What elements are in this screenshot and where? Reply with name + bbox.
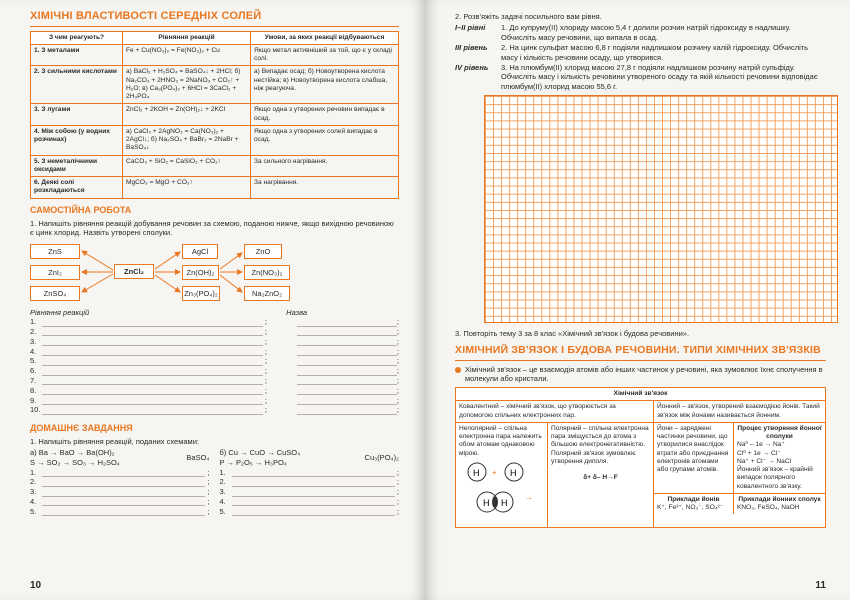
nonpolar-def: Неполярний – спільна електронна пара належить обом атомам однаковою мірою. (459, 424, 542, 457)
box-zno: ZnO (244, 244, 282, 259)
svg-text:H: H (483, 497, 490, 508)
zinc-scheme (30, 242, 399, 302)
scheme-a2: S → SO₂ → SO₃ → H₂SO₄ (30, 457, 120, 467)
polar-def: Полярний – спільна електронна пара змiщується до атома з більшою електронегативністю. Полярний зв'язок зумовлює утворення диполя. (551, 424, 649, 465)
box-znpo4: Zn₃(PO₄)₂ (182, 286, 220, 301)
table-header: Рівняння реакцій (123, 31, 251, 44)
box-na2zno2: Na₂ZnO₂ (244, 286, 290, 301)
self-work-heading: САМОСТІЙНА РОБОТА (30, 204, 132, 215)
answer-line[interactable]: 5. ; (30, 506, 210, 516)
svg-text:H: H (501, 497, 508, 508)
svg-text:H: H (510, 467, 517, 478)
dipole-formula: δ+ δ– H→F (583, 474, 618, 482)
name-label: Назва (286, 307, 307, 317)
box-zns: ZnS (30, 244, 80, 259)
homework-schemes (30, 448, 399, 467)
bond-diagram (455, 387, 826, 528)
answer-line[interactable]: 3. ; (219, 487, 399, 497)
examples-compounds: KNO₃, FeSO₄, NaOH (737, 504, 800, 512)
box-agcl: AgCl (182, 244, 218, 259)
table-row: 4. Між собою (у водних розчинах) а) CaCl₂ + 2AgNO₃ = Ca(NO₃)₂ + 2AgCl↓; б) Na₂SO₄ + BaBr₂ = 2NaBr + BaSO₄↓ Якщо одна з утворених солей випадає в осад. (31, 125, 399, 155)
process-step: Cl⁰ + 1e → Cl⁻ (737, 449, 781, 457)
bond-title: Хімічний зв'язок (456, 388, 825, 401)
section-title: ХІМІЧНИЙ ЗВ'ЯЗОК І БУДОВА РЕЧОВИНИ. ТИПИ ХІМІЧНИХ ЗВ'ЯЗКІВ (455, 344, 826, 360)
level-4: IV рівень 3. На плюмбум(II) хлорид масою 27,8 г подіяли надлишком розчину натрій сульфіду. Обчисліть масу і кількість речовини утвореного осаду та якій кількості речовини відповідає плюмбум(II) хлорид масою 55,6 г. (455, 62, 818, 91)
table-row: 5. З неметалічними оксидами CaCO₃ + SiO₂ = CaSiO₃ + CO₂↑ За сильного нагрівання. (31, 155, 399, 176)
box-znoh2: Zn(OH)₂ (182, 265, 219, 280)
svg-text:→: → (525, 492, 533, 502)
box-zni2: ZnI₂ (30, 265, 80, 280)
task-2: 2. Розв'яжіть задачі посильного вам рівня. (455, 12, 602, 21)
self-work-task: 1. Напишіть рівняння реакцій добування речовин за схемою, поданою нижче, якщо вихідною речовиною є цинк хлорид. Назвіть утворені сполуки. (30, 218, 394, 238)
answer-line[interactable]: 4. ; ; (30, 346, 399, 356)
task-3: 3. Повторіть тему 3 за 8 клас «Хімічний зв'язок і будова речовини». (455, 329, 690, 338)
process-title: Процес утворення йонної сполуки (737, 424, 822, 441)
examples-ions-title: Приклади йонів (667, 495, 720, 503)
scheme-b2: P → P₂O₅ → H₃PO₄ (219, 457, 287, 467)
homework-lines (30, 467, 399, 516)
table-header: Умови, за яких реакції відбуваються (251, 31, 399, 44)
level-3: III рівень 2. На цинк сульфат масою 6,8 г подіяли надлишком розчину калій гідроксиду. Обчисліть масу і кількість речовини осаду, що утворився. (455, 43, 809, 62)
answer-line[interactable]: 1. ; ; (30, 317, 399, 327)
answer-line[interactable]: 9. ; ; (30, 395, 399, 405)
definition (455, 365, 826, 384)
answer-lines (30, 317, 399, 415)
answer-line[interactable]: 6. ; ; (30, 366, 399, 376)
answer-line[interactable]: 3. ; ; (30, 336, 399, 346)
table-row: 6. Деякі солі розкладаються MgCO₃ = MgO + CO₂↑ За нагрівання. (31, 177, 399, 198)
page-number: 11 (815, 579, 826, 591)
page-title: ХІМІЧНІ ВЛАСТИВОСТІ СЕРЕДНІХ СОЛЕЙ (30, 10, 399, 27)
table-row: 2. З сильними кислотами а) BaCl₂ + H₂SO₄ = BaSO₄↓ + 2HCl; б) Na₂CO₃ + 2HNO₃ = 2NaNO₃ + CO₂↑ + H₂O; в) Ca₃(PO₄)₂ + 6HCl = 3CaCl₂ + 2H₃PO₄ а) Випадає осад; б) Новоутворена кислота нестійка; в) Новоутворена кислота слабша, ніж реагуюча. (31, 66, 399, 104)
answer-line[interactable]: 5. ; ; (30, 356, 399, 366)
nonpolar-atoms-figure (459, 458, 545, 522)
process-step: Na⁰ – 1e → Na⁺ (737, 441, 785, 449)
homework-task: 1. Напишіть рівняння реакцій, поданих схемами: (30, 437, 199, 447)
level-1-2: I–II рівні 1. До купруму(II) хлориду масою 5,4 г долили розчин натрій гідроксиду в надлишку. Обчисліть масу речовини, що випала в осад. (455, 23, 791, 42)
box-zncl2: ZnCl₂ (114, 264, 154, 279)
box-znno32: Zn(NO₃)₂ (244, 265, 290, 280)
svg-text:H: H (473, 467, 480, 478)
answer-line[interactable]: 2. ; (30, 477, 210, 487)
answer-line[interactable]: 1. ; (30, 467, 210, 477)
page-11 (425, 0, 850, 600)
examples-ions: K⁺, Fe³⁺, NO₃⁻, SO₄²⁻ (657, 504, 724, 512)
answer-line[interactable]: 2. ; (219, 477, 399, 487)
answer-line[interactable]: 2. ; ; (30, 327, 399, 337)
answer-line[interactable]: 5. ; (219, 506, 399, 516)
salt-properties-table (30, 31, 399, 199)
answer-line[interactable]: 10. ; ; (30, 405, 399, 415)
box-znso4: ZnSO₄ (30, 286, 80, 301)
answer-line[interactable]: 1. ; (219, 467, 399, 477)
scheme-b1: б) Cu → CuO → CuSO₄ (219, 448, 301, 458)
answer-line[interactable]: 4. ; (219, 497, 399, 507)
page-number: 10 (30, 579, 42, 591)
svg-text:+: + (492, 467, 497, 477)
ionic-note: Йонний зв'язок – крайній випадок полярного ковалентного зв'язку. (737, 466, 813, 490)
ionic-def: Йонний – зв'язок, утворений взаємодією йонів. Такий зв'язок між йонами називається йонним. (654, 401, 825, 422)
table-row: 3. З лугами ZnCl₂ + 2KOH = Zn(OH)₂↓ + 2KCl Якщо одна з утворених речовин випадає в осад. (31, 104, 399, 125)
examples-compounds-title: Приклади йонних сполук (738, 495, 821, 503)
table-row: 1. З металами Fe + Cu(NO₃)₂ = Fe(NO₃)₂ + Cu Якщо метал активніший за той, що є у складі солі. (31, 44, 399, 65)
table-header: З чим реагують? (31, 31, 123, 44)
answer-line[interactable]: 4. ; (30, 497, 210, 507)
process-step: Na⁺ + Cl⁻ → NaCl (737, 457, 792, 465)
equations-label: Рівняння реакцій (30, 307, 90, 317)
scheme-b-product: Cu₃(PO₄)₂ (364, 452, 399, 462)
covalent-def: Ковалентний – хімічний зв'язок, що утворюється за допомогою спільних електронних пар. (456, 401, 653, 422)
answer-line[interactable]: 3. ; (30, 487, 210, 497)
answer-line[interactable]: 8. ; ; (30, 385, 399, 395)
scheme-a1: а) Ba → BaO → Ba(OH)₂ (30, 448, 115, 458)
homework-heading: ДОМАШНЄ ЗАВДАННЯ (30, 422, 133, 433)
bullet-icon (455, 367, 461, 373)
scheme-a-product: BaSO₄ (186, 452, 210, 462)
grid-workspace[interactable] (484, 95, 838, 323)
answer-line[interactable]: 7. ; ; (30, 376, 399, 386)
definition-text: Хімічний зв'язок – це взаємодія атомів або інших частинок у речовині, яка зумовлює їхнє сполучення в молекули або кристали. (465, 364, 823, 383)
ions-def: Йони – заряджені частинки речовини, що утворилися внаслідок втрати або приєднання електронів атомами або групами атомів. (654, 423, 734, 493)
